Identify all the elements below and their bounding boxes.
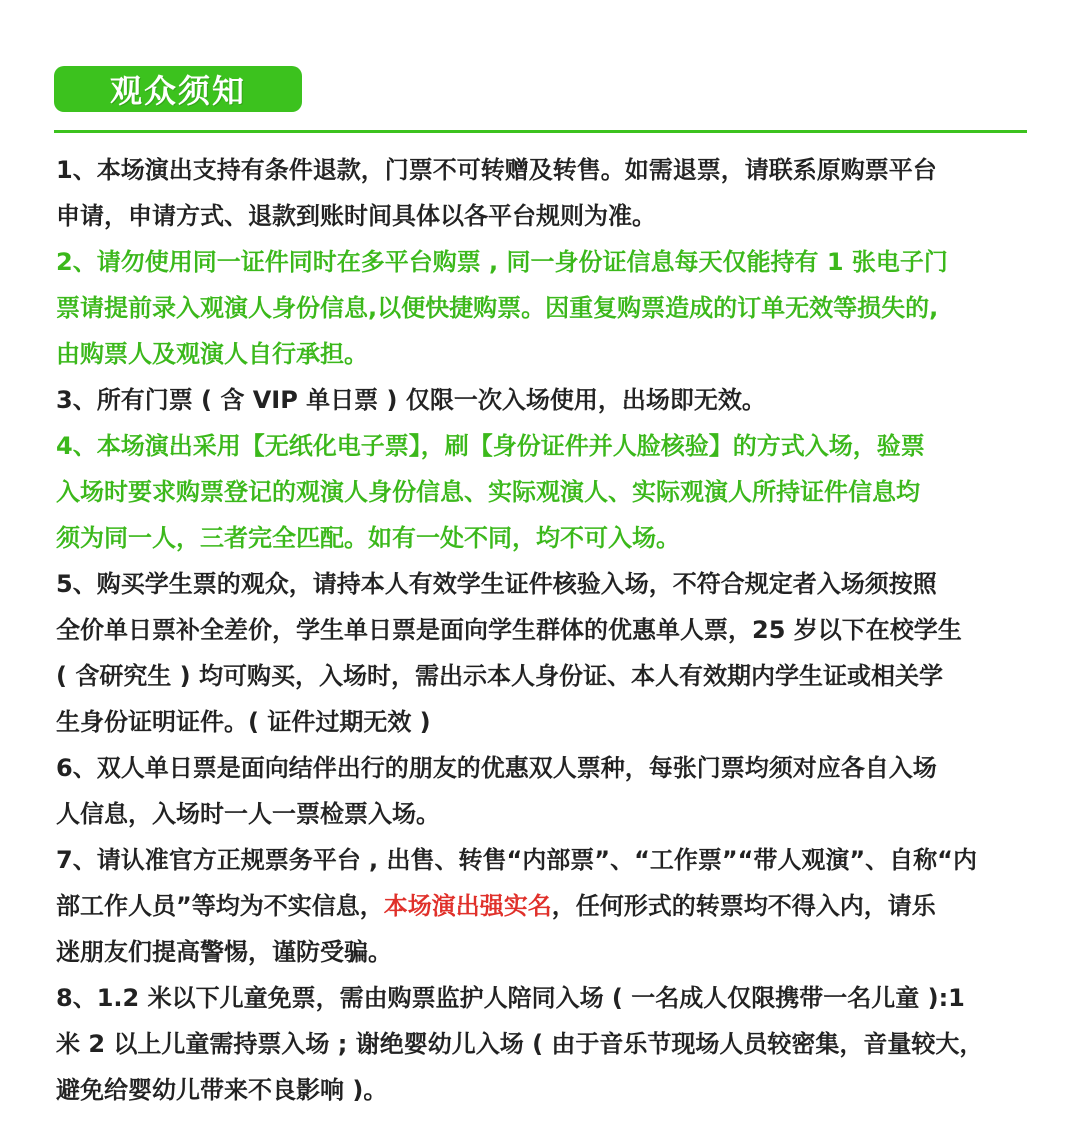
notice-line <box>56 469 1028 515</box>
notice-text: 2、请勿使用同一证件同时在多平台购票 , 同一身份证信息每天仅能持有 1 张电子门 <box>56 248 948 276</box>
notice-text: 须为同一人，三者完全匹配。如有一处不同，均不可入场。 <box>56 524 680 552</box>
notice-text: 米 2 以上儿童需持票入场 ; 谢绝婴幼儿入场 ( 由于音乐节现场人员较密集，音量较大， <box>56 1030 984 1058</box>
notice-line <box>56 377 1028 423</box>
notice-text: 4、本场演出采用【无纸化电子票】，刷【身份证件并人脸核验】的方式入场，验票 <box>56 432 925 460</box>
notice-text: 1、本场演出支持有条件退款，门票不可转赠及转售。如需退票，请联系原购票平台 <box>56 156 937 184</box>
notice-line <box>56 1021 1028 1067</box>
notice-text: 生身份证明证件。( 证件过期无效 ) <box>56 708 431 736</box>
notice-body <box>56 147 1028 1113</box>
notice-line <box>56 929 1028 975</box>
notice-text: 部工作人员”等均为不实信息， <box>56 892 384 920</box>
notice-line <box>56 239 1028 285</box>
notice-text: 由购票人及观演人自行承担。 <box>56 340 368 368</box>
notice-text: 3、所有门票 ( 含 VIP 单日票 ) 仅限一次入场使用，出场即无效。 <box>56 386 766 414</box>
notice-line <box>56 331 1028 377</box>
notice-text: 全价单日票补全差价，学生单日票是面向学生群体的优惠单人票，25 岁以下在校学生 <box>56 616 962 644</box>
notice-line <box>56 607 1028 653</box>
notice-line <box>56 745 1028 791</box>
notice-text: 申请，申请方式、退款到账时间具体以各平台规则为准。 <box>56 202 656 230</box>
notice-line <box>56 791 1028 837</box>
notice-line <box>56 653 1028 699</box>
notice-line <box>56 147 1028 193</box>
notice-text: 入场时要求购票登记的观演人身份信息、实际观演人、实际观演人所持证件信息均 <box>56 478 920 506</box>
section-header-badge <box>54 66 302 112</box>
notice-line <box>56 883 1028 929</box>
notice-line <box>56 975 1028 1021</box>
notice-line <box>56 837 1028 883</box>
notice-text: ( 含研究生 ) 均可购买，入场时，需出示本人身份证、本人有效期内学生证或相关学 <box>56 662 944 690</box>
notice-text: ，任何形式的转票均不得入内，请乐 <box>551 892 936 920</box>
notice-line <box>56 285 1028 331</box>
notice-line <box>56 193 1028 239</box>
highlight-text: 本场演出强实名 <box>383 892 552 920</box>
notice-text: 人信息，入场时一人一票检票入场。 <box>56 800 440 828</box>
notice-text: 避免给婴幼儿带来不良影响 )。 <box>56 1076 388 1104</box>
notice-line <box>56 561 1028 607</box>
section-title: 观众须知 <box>109 72 246 110</box>
notice-text: 6、双人单日票是面向结伴出行的朋友的优惠双人票种，每张门票均须对应各自入场 <box>56 754 937 782</box>
notice-text: 票请提前录入观演人身份信息,以便快捷购票。因重复购票造成的订单无效等损失的, <box>56 294 939 322</box>
notice-line <box>56 423 1028 469</box>
notice-text: 迷朋友们提高警惕，谨防受骗。 <box>56 938 392 966</box>
notice-text: 5、购买学生票的观众，请持本人有效学生证件核验入场，不符合规定者入场须按照 <box>56 570 937 598</box>
notice-line <box>56 515 1028 561</box>
notice-text: 8、1.2 米以下儿童免票，需由购票监护人陪同入场 ( 一名成人仅限携带一名儿童 ):1 <box>56 984 965 1012</box>
notice-text: 7、请认准官方正规票务平台 , 出售、转售“内部票”、“工作票”“带人观演”、自称“内 <box>56 846 977 874</box>
notice-line <box>56 1067 1028 1113</box>
notice-line <box>56 699 1028 745</box>
header-divider <box>54 130 1027 133</box>
